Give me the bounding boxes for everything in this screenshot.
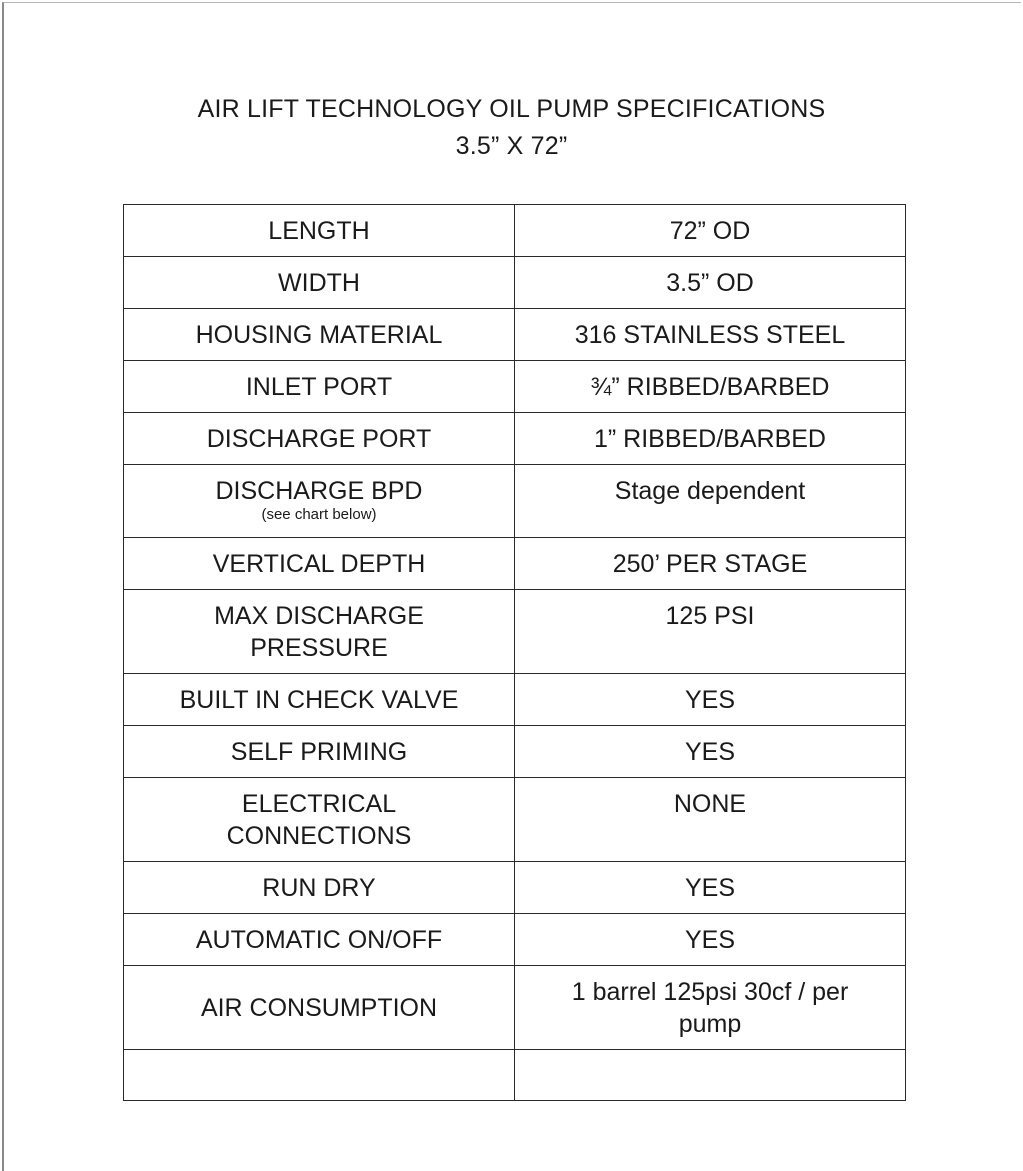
spec-value-line: 1 barrel 125psi 30cf / per xyxy=(571,977,849,1006)
table-row xyxy=(124,538,906,590)
spec-value: YES xyxy=(515,726,906,778)
spec-label-line: PRESSURE xyxy=(250,634,388,662)
table-row xyxy=(124,465,906,538)
specifications-table xyxy=(123,204,906,1101)
spec-value: 250’ PER STAGE xyxy=(515,538,906,590)
table-row xyxy=(124,257,906,309)
spec-label: SELF PRIMING xyxy=(124,726,515,778)
table-row xyxy=(124,413,906,465)
table-row xyxy=(124,726,906,778)
spec-value: NONE xyxy=(515,778,906,862)
spec-value: YES xyxy=(515,862,906,914)
spec-label-line: CONNECTIONS xyxy=(226,822,412,850)
spec-label xyxy=(124,590,515,674)
spec-label xyxy=(124,1050,515,1101)
spec-label: WIDTH xyxy=(124,257,515,309)
document-title: AIR LIFT TECHNOLOGY OIL PUMP SPECIFICATIONS xyxy=(197,95,826,123)
spec-label: AIR CONSUMPTION xyxy=(124,966,515,1050)
spec-label-line: ELECTRICAL xyxy=(241,790,397,818)
spec-label-line: MAX DISCHARGE xyxy=(214,602,424,630)
spec-value: 125 PSI xyxy=(515,590,906,674)
spec-label: LENGTH xyxy=(124,205,515,257)
spec-label: VERTICAL DEPTH xyxy=(124,538,515,590)
spec-value: 3.5” OD xyxy=(515,257,906,309)
spec-label: AUTOMATIC ON/OFF xyxy=(124,914,515,966)
table-row xyxy=(124,862,906,914)
spec-value xyxy=(515,1050,906,1101)
table-row xyxy=(124,205,906,257)
table-row xyxy=(124,361,906,413)
table-row xyxy=(124,590,906,674)
spec-value: YES xyxy=(515,914,906,966)
spec-label: HOUSING MATERIAL xyxy=(124,309,515,361)
table-row xyxy=(124,1050,906,1101)
spec-value: 316 STAINLESS STEEL xyxy=(515,309,906,361)
spec-label: INLET PORT xyxy=(124,361,515,413)
spec-value: Stage dependent xyxy=(515,465,906,538)
spec-value-line: pump xyxy=(678,1009,742,1038)
spec-value: YES xyxy=(515,674,906,726)
spec-label: RUN DRY xyxy=(124,862,515,914)
spec-value: 1” RIBBED/BARBED xyxy=(515,413,906,465)
spec-value: 72” OD xyxy=(515,205,906,257)
table-row xyxy=(124,674,906,726)
table-row xyxy=(124,778,906,862)
table-row xyxy=(124,966,906,1050)
spec-label: DISCHARGE PORT xyxy=(124,413,515,465)
document-subtitle: 3.5” X 72” xyxy=(455,132,568,160)
table-row xyxy=(124,309,906,361)
spec-label xyxy=(124,465,515,538)
spec-label: BUILT IN CHECK VALVE xyxy=(124,674,515,726)
spec-value xyxy=(515,966,906,1050)
spec-label-text: DISCHARGE BPD xyxy=(215,477,423,505)
spec-label-note: (see chart below) xyxy=(261,506,377,523)
spec-value: ¾” RIBBED/BARBED xyxy=(515,361,906,413)
spec-label xyxy=(124,778,515,862)
table-row xyxy=(124,914,906,966)
